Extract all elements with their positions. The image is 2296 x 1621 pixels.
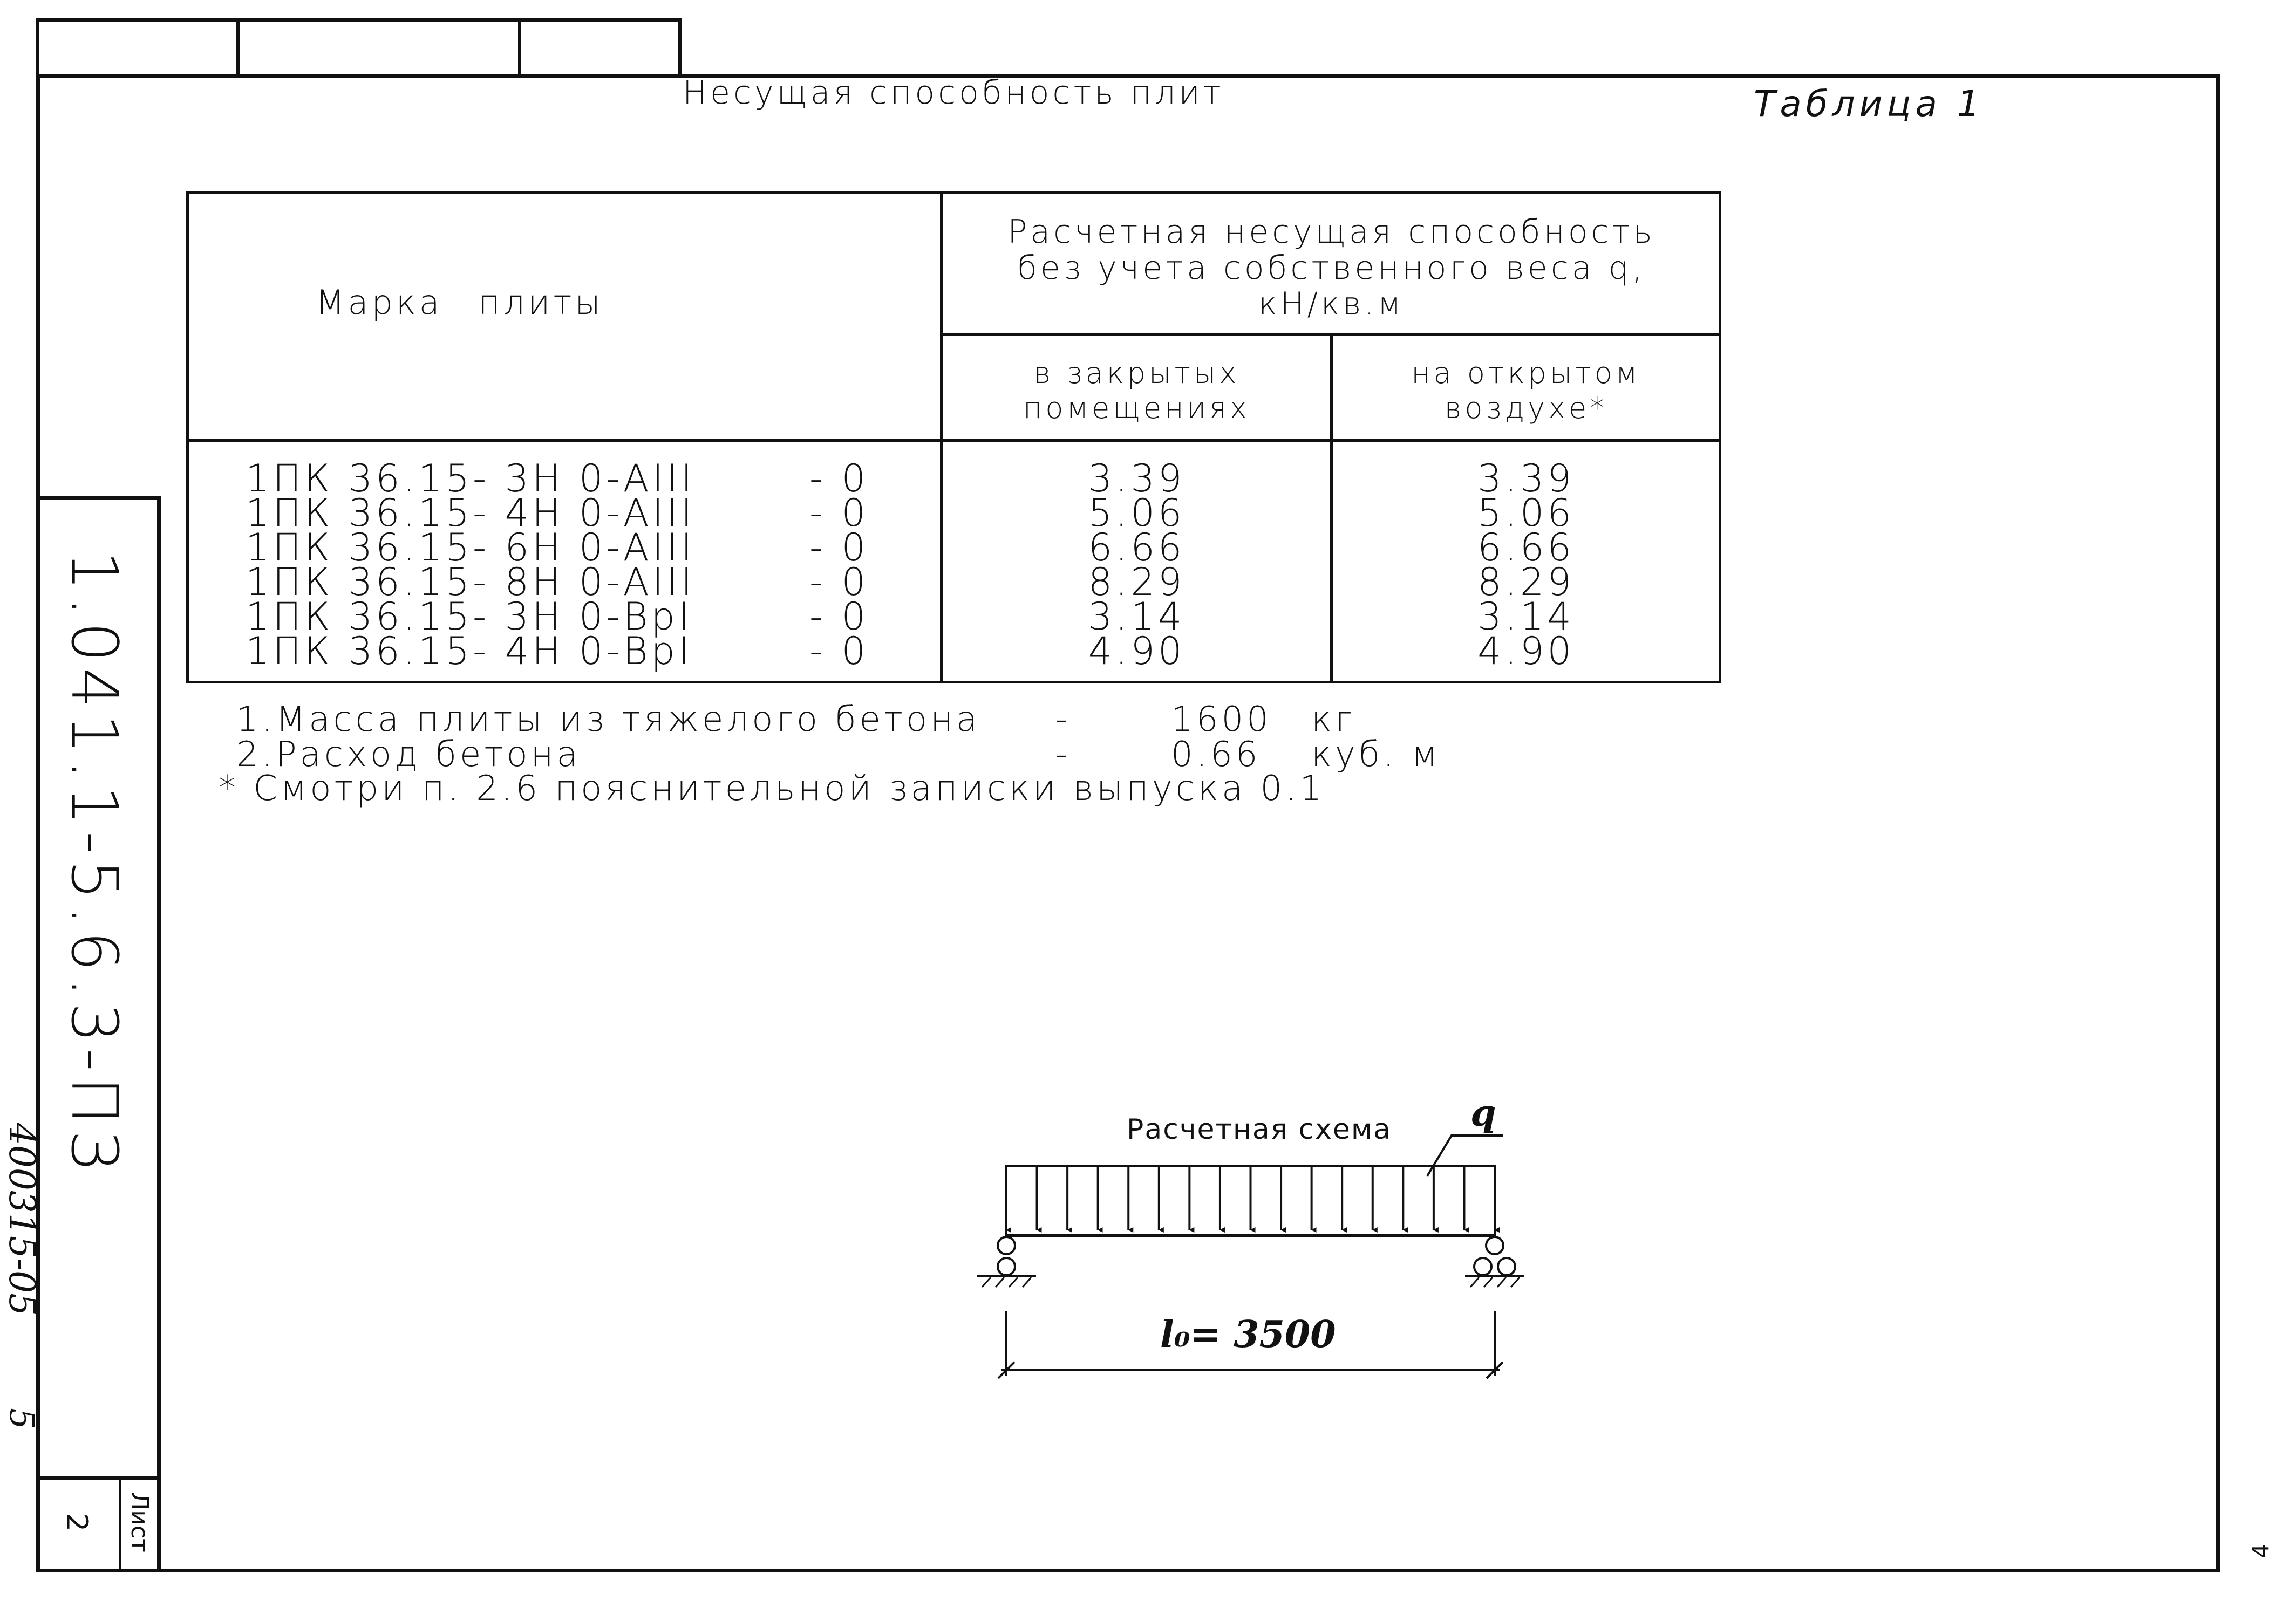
note-concrete-dash: -	[1055, 735, 1071, 775]
span-label: l₀= 3500	[1160, 1313, 1336, 1356]
header-open-line-1: на открытом	[1411, 356, 1641, 390]
row-open-value: 5.06	[1477, 491, 1575, 535]
archive-stamp: 400315-05	[1, 1122, 43, 1316]
margin-mark: 5	[2, 1408, 42, 1430]
row-closed-value: 8.29	[1088, 560, 1186, 604]
row-suffix: - 0	[809, 456, 869, 501]
note-mass-dash: -	[1055, 700, 1071, 740]
row-open-value: 8.29	[1477, 560, 1575, 604]
row-mark: 1ПК 36.15- 4Н 0-АIII	[246, 491, 696, 535]
row-suffix: - 0	[809, 629, 869, 673]
header-closed-line-1: в закрытых	[1033, 356, 1240, 390]
sheet-number: 2	[60, 1513, 94, 1532]
row-mark: 1ПК 36.15- 6Н 0-АIII	[246, 525, 696, 570]
row-open-value: 3.39	[1477, 456, 1575, 501]
row-suffix: - 0	[809, 560, 869, 604]
header-closed-line-2: помещениях	[1023, 391, 1250, 425]
table-label: Таблица 1	[1754, 83, 1984, 125]
row-open-value: 6.66	[1477, 525, 1575, 570]
row-mark: 1ПК 36.15- 3Н 0-АIII	[246, 456, 696, 501]
page-title: Несущая способность плит	[683, 74, 1224, 112]
page-number: 4	[2247, 1543, 2274, 1558]
load-label: q	[1470, 1092, 1496, 1135]
header-capacity-line-1: Расчетная несущая способность	[1007, 213, 1655, 251]
row-suffix: - 0	[809, 525, 869, 570]
row-closed-value: 5.06	[1088, 491, 1186, 535]
sheet-word: Лист	[126, 1492, 153, 1552]
row-closed-value: 4.90	[1088, 629, 1186, 673]
row-mark: 1ПК 36.15- 3Н 0-ВрI	[246, 594, 693, 639]
header-capacity-line-3: кН/кв.м	[1258, 285, 1405, 322]
row-suffix: - 0	[809, 594, 869, 639]
row-closed-value: 3.14	[1088, 594, 1186, 639]
row-open-value: 3.14	[1477, 594, 1575, 639]
row-open-value: 4.90	[1477, 629, 1575, 673]
row-suffix: - 0	[809, 491, 869, 535]
header-open-line-2: воздухе*	[1444, 391, 1608, 425]
note-footnote: * Смотри п. 2.6 пояснительной записки выпуска 0.1	[219, 769, 1325, 809]
note-mass-value: 1600	[1171, 700, 1272, 740]
row-closed-value: 6.66	[1088, 525, 1186, 570]
row-closed-value: 3.39	[1088, 456, 1186, 501]
note-concrete-label: 2.Расход бетона	[236, 735, 581, 775]
note-concrete-value: 0.66	[1171, 735, 1261, 775]
row-mark: 1ПК 36.15- 8Н 0-АIII	[246, 560, 696, 604]
note-mass-label: 1.Масса плиты из тяжелого бетона	[236, 700, 981, 740]
scheme-title: Расчетная схема	[1127, 1113, 1392, 1146]
note-concrete-unit: куб. м	[1311, 735, 1441, 775]
header-mark: Марка плиты	[316, 283, 604, 322]
header-capacity-line-2: без учета собственного веса q,	[1017, 249, 1646, 287]
row-mark: 1ПК 36.15- 4Н 0-ВрI	[246, 629, 693, 673]
note-mass-unit: кг	[1311, 700, 1355, 740]
document-code: 1.041.1-5.6.3-ПЗ	[57, 550, 132, 1176]
